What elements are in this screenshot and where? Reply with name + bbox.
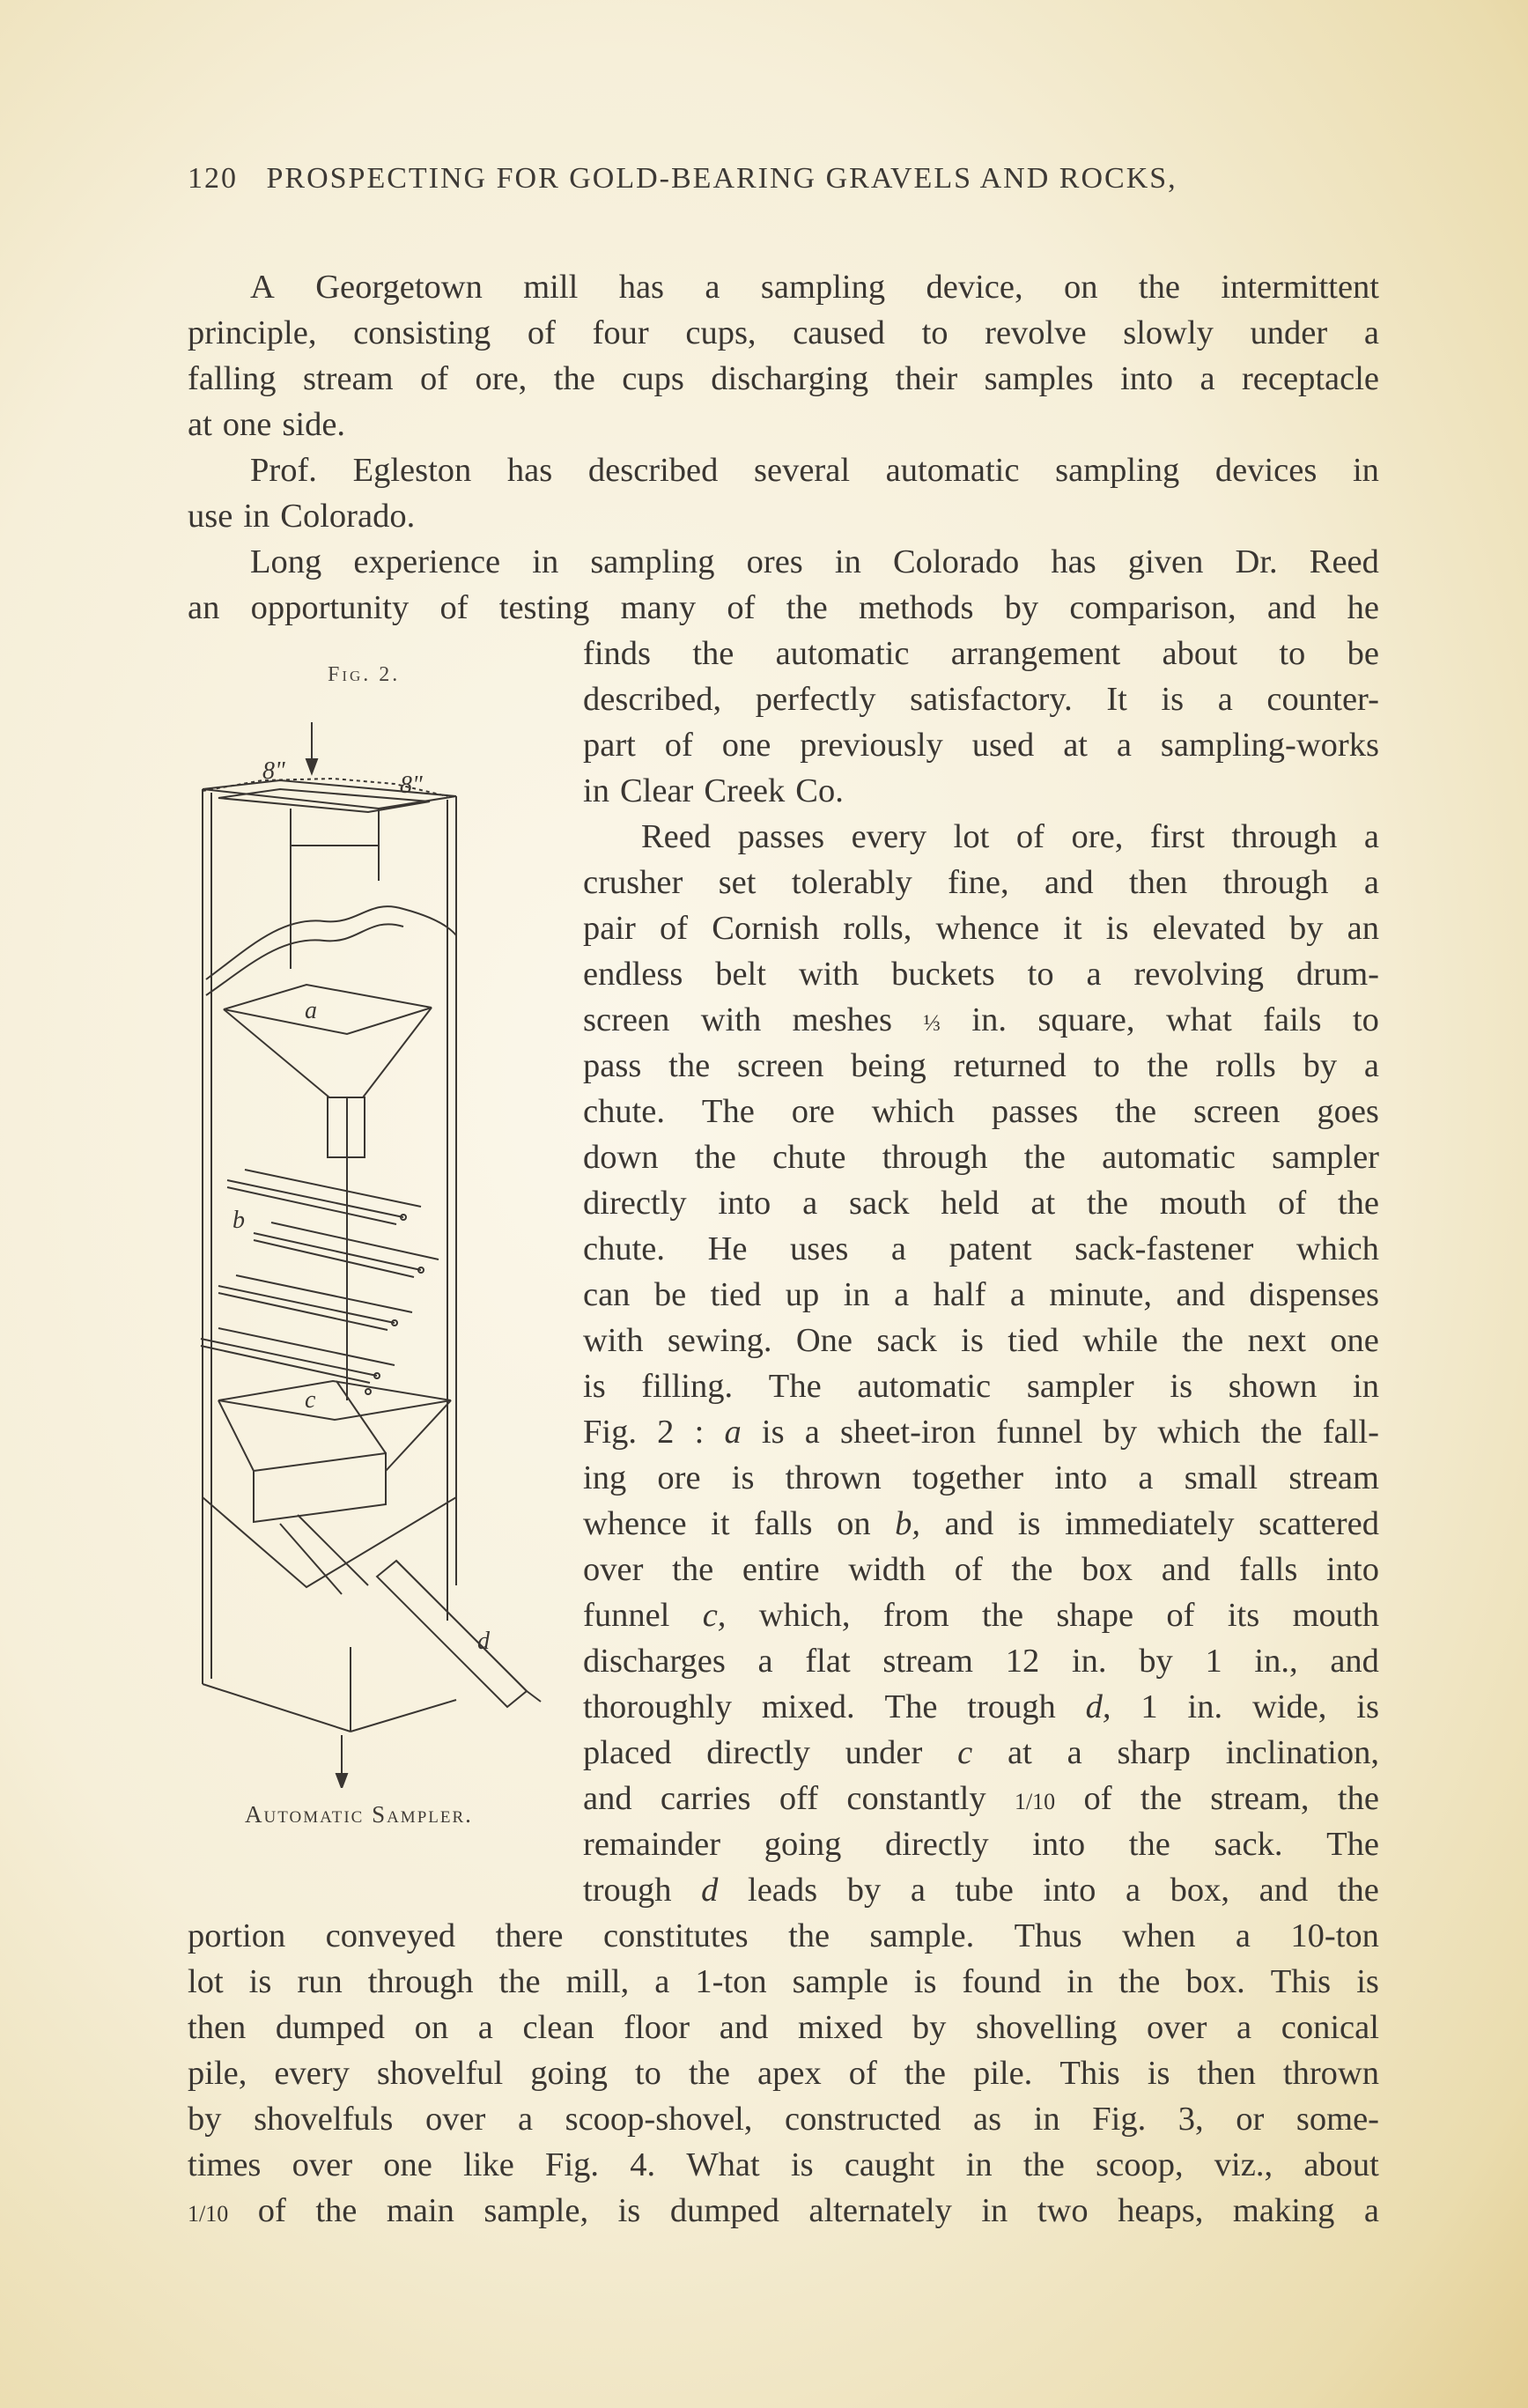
feed-arrow-head [306,759,317,773]
text-line: in Clear Creek Co. [583,772,844,809]
discharge-arrow-head [336,1774,347,1788]
funnel-c-left [218,1400,254,1471]
page-number: 120 [188,162,238,195]
text-line: ing ore is thrown together into a small stream [583,1459,1379,1496]
trough-d-edge [396,1561,527,1691]
trough-d-end [527,1691,541,1702]
automatic-sampler-figure [192,705,571,1788]
letter-c: c [305,1386,316,1414]
running-title: PROSPECTING FOR GOLD-BEARING GRAVELS AND ROCKS, [266,162,1177,195]
text-line: at one side. [188,406,346,443]
box-bottom-right [351,1700,456,1732]
text-line: use in Colorado. [188,498,416,535]
text-line: finds the automatic arrangement about to be [583,635,1379,672]
text-line: part of one previously used at a sampling-works [583,727,1379,764]
text-line: described, perfectly satisfactory. It is a counter- [583,681,1379,718]
text-line: crusher set tolerably fine, and then through a [583,864,1379,901]
text-line: over the entire width of the box and falls into [583,1551,1379,1588]
text-line: falling stream of ore, the cups discharging their samples into a receptacle [188,360,1379,397]
text-line: placed directly under c at a sharp inclination, [583,1734,1379,1771]
text-line: Reed passes every lot of ore, first through a [641,818,1379,855]
funnel-a-right [363,1008,432,1097]
inner-diagonal-2 [298,1515,368,1585]
text-line: Fig. 2 : a is a sheet-iron funnel by which the fall- [583,1414,1379,1451]
text-line: principle, consisting of four cups, caused to revolve slowly under a [188,314,1379,351]
funnel-c-mouth [254,1453,386,1522]
text-line: down the chute through the automatic sampler [583,1139,1379,1176]
text-line: funnel c, which, from the shape of its mouth [583,1597,1379,1634]
text-line: thoroughly mixed. The trough d, 1 in. wide, is [583,1688,1379,1725]
text-line: remainder going directly into the sack. The [583,1826,1379,1863]
text-line: and carries off constantly 1/10 of the stream, the [583,1780,1379,1817]
letter-a: a [305,997,317,1024]
letter-d: d [477,1628,490,1655]
text-line: by shovelfuls over a scoop-shovel, constructed as in Fig. 3, or some- [188,2101,1379,2138]
text-line: portion conveyed there constitutes the sample. Thus when a 10-ton [188,1917,1379,1954]
lower-slope [203,1497,456,1587]
text-line: can be tied up in a half a minute, and dispenses [583,1276,1379,1313]
text-line: pass the screen being returned to the rolls by a [583,1047,1379,1084]
box-bottom [203,1684,351,1732]
dim-mark-left: 8" [262,757,285,785]
text-line: then dumped on a clean floor and mixed by shovelling over a conical [188,2009,1379,2046]
funnel-c-right [386,1400,451,1471]
figure-caption: Automatic Sampler. [245,1801,473,1828]
text-line: pair of Cornish rolls, whence it is elevated by an [583,910,1379,947]
dim-mark-right: 8" [400,772,423,799]
scatter-bars-b [201,1170,439,1394]
funnel-c-top [218,1381,451,1420]
text-line: endless belt with buckets to a revolving drum- [583,956,1379,993]
text-line: discharges a flat stream 12 in. by 1 in., and [583,1643,1379,1680]
trough-d [377,1561,527,1707]
letter-b: b [233,1207,245,1234]
text-line: screen with meshes ⅓ in. square, what fails to [583,1001,1379,1038]
text-line: chute. The ore which passes the screen goes [583,1093,1379,1130]
text-line: Prof. Egleston has described several automatic sampling devices in [250,452,1379,489]
text-line: chute. He uses a patent sack-fastener which [583,1230,1379,1267]
text-line: trough d leads by a tube into a box, and the [583,1872,1379,1909]
running-header [188,162,1332,196]
text-line: A Georgetown mill has a sampling device, on the intermittent [250,269,1379,306]
text-line: with sewing. One sack is tied while the next one [583,1322,1379,1359]
text-line: 1/10 of the main sample, is dumped alternately in two heaps, making a [188,2192,1379,2229]
text-line: lot is run through the mill, a 1-ton sample is found in the box. This is [188,1963,1379,2000]
text-line: is filling. The automatic sampler is shown in [583,1368,1379,1405]
text-line: Long experience in sampling ores in Colorado has given Dr. Reed [250,543,1379,580]
text-line: pile, every shovelful going to the apex of the pile. This is then thrown [188,2055,1379,2092]
text-line: whence it falls on b, and is immediately scattered [583,1505,1379,1542]
text-line: an opportunity of testing many of the methods by comparison, and he [188,589,1379,626]
text-line: directly into a sack held at the mouth of the [583,1185,1379,1222]
funnel-c-edge [336,1381,386,1453]
figure-label: Fig. 2. [328,663,401,686]
box-top-inner [218,789,430,812]
funnel-a-top [224,985,432,1034]
text-line: times over one like Fig. 4. What is caught in the scoop, viz., about [188,2146,1379,2183]
sampler-drawing [192,705,571,1788]
